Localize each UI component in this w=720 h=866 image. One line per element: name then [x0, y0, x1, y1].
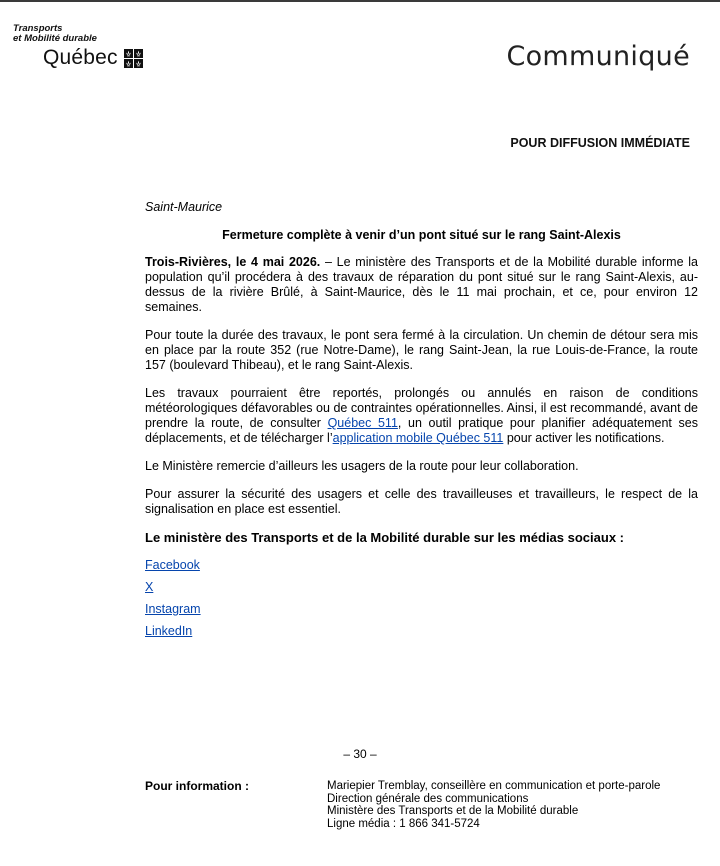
contact-line: Direction générale des communications	[327, 792, 529, 805]
x-link[interactable]: X	[145, 580, 154, 594]
paragraph-3: Les travaux pourraient être reportés, prolongés ou annulés en raison de conditions météorologiques défavorables ou de contraintes opérationnelles. Ainsi, il est recommandé, avant de prendre la route, de consulter Québec 511, un outil pratique pour planifier adéquatement ses déplacements, et de télécharger l’application mobile Québec 511 pour activer les notifications.	[145, 386, 698, 445]
quebec-511-link[interactable]: Québec 511	[327, 416, 398, 430]
logo-province-name: Québec	[43, 46, 118, 69]
release-title: Fermeture complète à venir d’un pont situé sur le rang Saint-Alexis	[222, 228, 621, 242]
release-body	[145, 200, 698, 646]
facebook-link[interactable]: Facebook	[145, 558, 200, 572]
logo-ministry-name: Transports et Mobilité durable	[13, 23, 97, 44]
paragraph-2: Pour toute la durée des travaux, le pont sera fermé à la circulation. Un chemin de détour sera mis en place par la route 352 (rue Notre-Dame), le rang Saint-Jean, la rue Louis-de-France, la route 157 (boulevard Thibeau), et le rang Saint-Alexis.	[145, 328, 698, 372]
contact-details	[327, 780, 710, 830]
top-rule	[0, 0, 720, 2]
release-notice: POUR DIFFUSION IMMÉDIATE	[510, 136, 690, 150]
contact-line: Ligne média : 1 866 341-5724	[327, 817, 480, 830]
document-type-title: Communiqué	[506, 41, 690, 72]
contact-line: Mariepier Tremblay, conseillère en communication et porte-parole	[327, 780, 661, 792]
social-media-heading: Le ministère des Transports et de la Mobilité durable sur les médias sociaux :	[145, 530, 624, 545]
contact-line: Ministère des Transports et de la Mobilité durable	[327, 805, 579, 818]
end-marker: – 30 –	[343, 747, 377, 761]
region-label: Saint-Maurice	[145, 200, 223, 214]
instagram-link[interactable]: Instagram	[145, 602, 201, 616]
quebec-511-app-link[interactable]: application mobile Québec 511	[332, 431, 504, 445]
government-logo	[13, 24, 203, 84]
fleur-de-lis-icon	[124, 49, 143, 68]
contact-label: Pour information :	[145, 779, 249, 793]
paragraph-1: Trois-Rivières, le 4 mai 2026. – Le ministère des Transports et de la Mobilité durable informe la population qu’il procédera à des travaux de réparation du pont situé sur le rang Saint-Alexis, au-dessus de la rivière Brûlé, à Saint-Maurice, dès le 11 mai prochain, et ce, pour environ 12 semaines.	[145, 255, 698, 314]
linkedin-link[interactable]: LinkedIn	[145, 624, 193, 638]
paragraph-4: Le Ministère remercie d’ailleurs les usagers de la route pour leur collaboration.	[145, 459, 579, 473]
dateline: Trois-Rivières, le 4 mai 2026.	[145, 255, 321, 269]
paragraph-5: Pour assurer la sécurité des usagers et celle des travailleuses et travailleurs, le respect de la signalisation en place est essentiel.	[145, 487, 698, 516]
social-media-list	[145, 558, 698, 638]
